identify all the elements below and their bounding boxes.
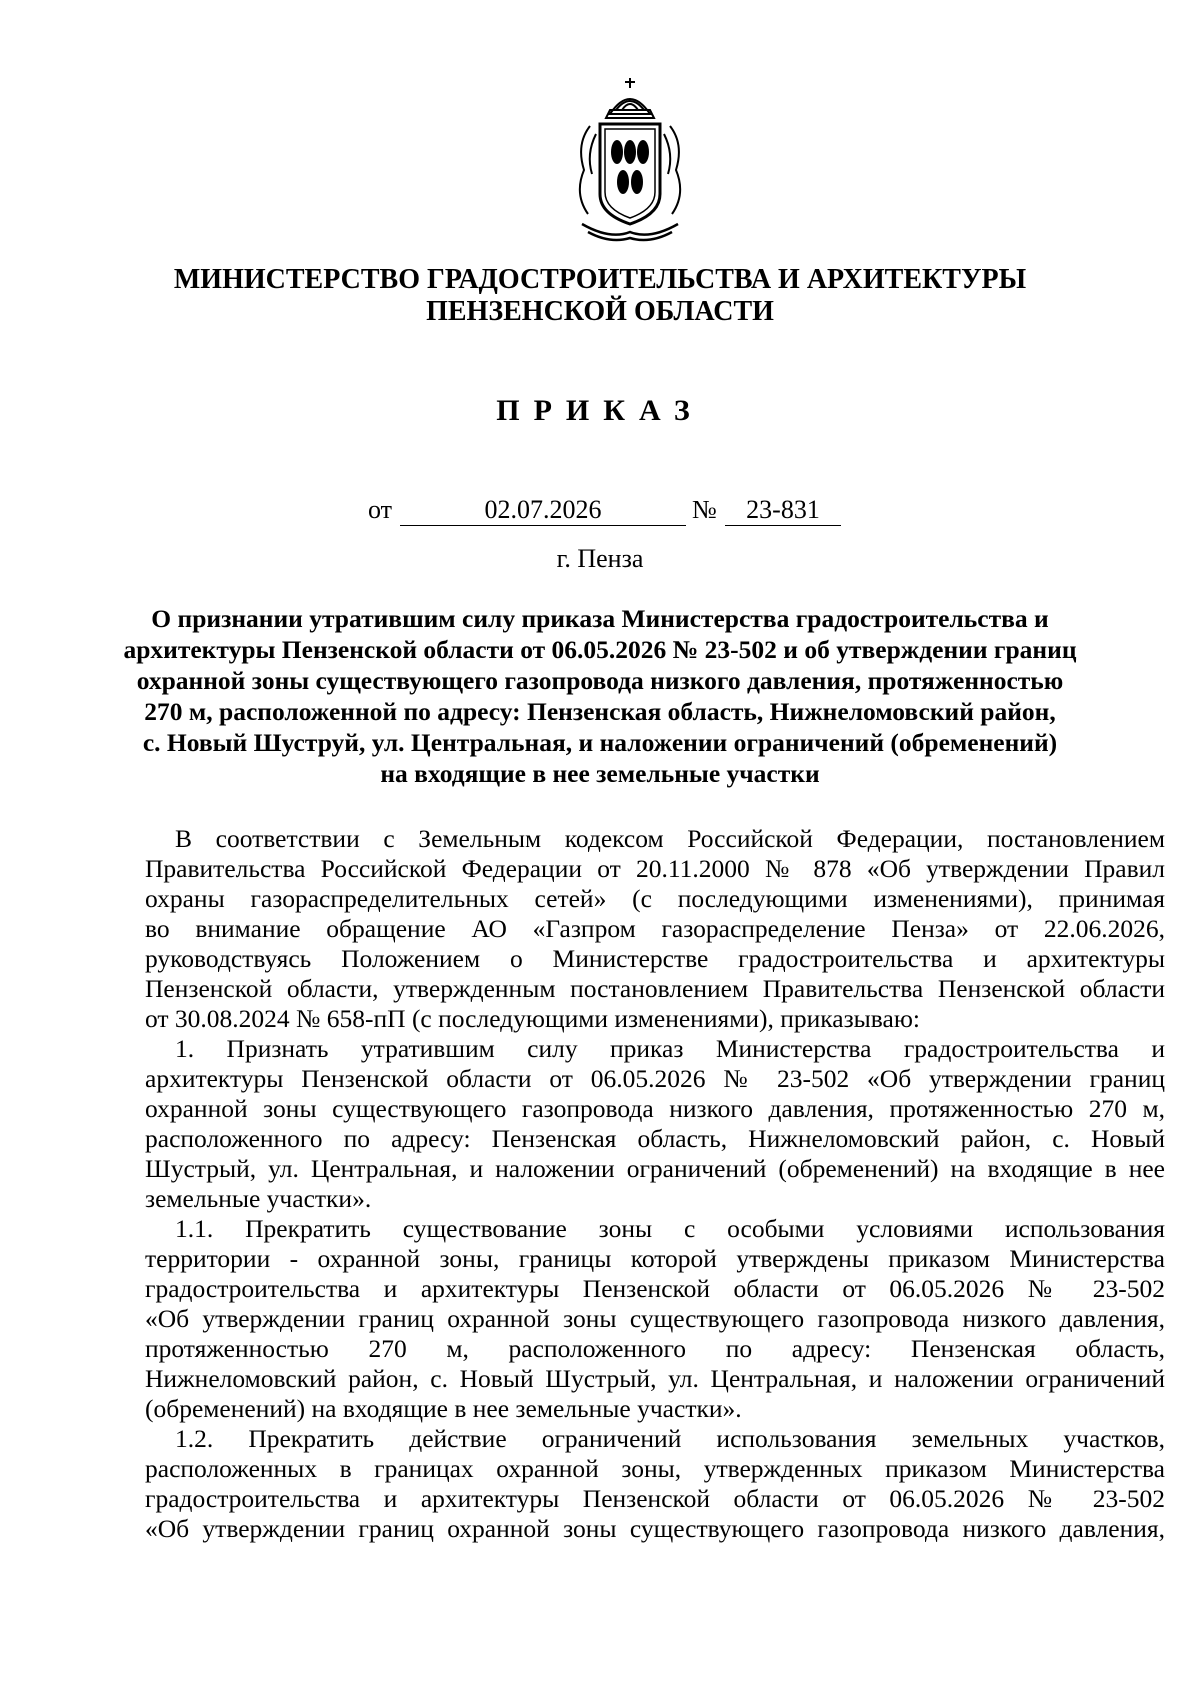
body-text-line: (обременений) на входящие в нее земельные участки».	[145, 1394, 742, 1423]
body-text-line: территории - охранной зоны, границы которой утверждены приказом Министерства	[145, 1244, 1165, 1273]
subject-line: О признании утратившим силу приказа Министерства градостроительства и	[151, 604, 1049, 633]
body-text-line: градостроительства и архитектуры Пензенской области от 06.05.2026 № 23-502	[145, 1274, 1165, 1303]
body-text-line: от 30.08.2024 № 658-пП (с последующими изменениями), приказываю:	[145, 1004, 920, 1033]
subject-line: на входящие в нее земельные участки	[380, 759, 820, 788]
order-meta-line	[0, 493, 1200, 529]
body-text-line: охранной зоны существующего газопровода низкого давления, протяженностью 270 м,	[145, 1094, 1165, 1123]
order-date: 02.07.2026	[400, 495, 686, 526]
body-text-line: охраны газораспределительных сетей» (с последующими изменениями), принимая	[145, 884, 1165, 913]
body-text-line: Шустрый, ул. Центральная, и наложении ограничений (обременений) на входящие в нее	[145, 1154, 1165, 1183]
body-text-line: протяженностью 270 м, расположенного по адресу: Пензенская область,	[145, 1334, 1165, 1363]
subject-line: охранной зоны существующего газопровода низкого давления, протяженностью	[136, 666, 1064, 695]
body-text-line: руководствуясь Положением о Министерстве градостроительства и архитектуры	[145, 944, 1165, 973]
number-label: №	[692, 495, 717, 524]
body-text-line: «Об утверждении границ охранной зоны существующего газопровода низкого давления,	[145, 1514, 1165, 1543]
body-text-line: во внимание обращение АО «Газпром газораспределение Пенза» от 22.06.2026,	[145, 914, 1165, 943]
ministry-name-line2: ПЕНЗЕНСКОЙ ОБЛАСТИ	[426, 296, 774, 327]
body-text-line: градостроительства и архитектуры Пензенской области от 06.05.2026 № 23-502	[145, 1484, 1165, 1513]
order-title: ПРИКАЗ	[496, 394, 704, 427]
subject-line: с. Новый Шуструй, ул. Центральная, и наложении ограничений (обременений)	[142, 728, 1058, 757]
body-text-line: «Об утверждении границ охранной зоны существующего газопровода низкого давления,	[145, 1304, 1165, 1333]
body-text-line: архитектуры Пензенской области от 06.05.2026 № 23-502 «Об утверждении границ	[145, 1064, 1165, 1093]
body-text-line: расположенного по адресу: Пензенская область, Нижнеломовский район, с. Новый	[145, 1124, 1165, 1153]
body-text-line: 1.1. Прекратить существование зоны с особыми условиями использования	[175, 1214, 1165, 1243]
body-text-line: 1.2. Прекратить действие ограничений использования земельных участков,	[175, 1424, 1165, 1453]
body-text-line: земельные участки».	[145, 1184, 372, 1213]
subject-line: 270 м, расположенной по адресу: Пензенская область, Нижнеломовский район,	[144, 697, 1056, 726]
order-number: 23-831	[725, 495, 841, 526]
body-text-line: расположенных в границах охранной зоны, утвержденных приказом Министерства	[145, 1454, 1165, 1483]
subject-line: архитектуры Пензенской области от 06.05.2026 № 23-502 и об утверждении границ	[123, 635, 1077, 664]
body-text-line: Нижнеломовский район, с. Новый Шустрый, ул. Центральная, и наложении ограничений	[145, 1364, 1165, 1393]
body-text-line: 1. Признать утратившим силу приказ Министерства градостроительства и	[175, 1034, 1165, 1063]
date-label: от	[368, 495, 393, 524]
body-text-line: Правительства Российской Федерации от 20.11.2000 № 878 «Об утверждении Правил	[145, 854, 1165, 883]
body-text-line: В соответствии с Земельным кодексом Российской Федерации, постановлением	[175, 824, 1165, 853]
body-text-line: Пензенской области, утвержденным постановлением Правительства Пензенской области	[145, 974, 1165, 1003]
city-name: г. Пенза	[556, 544, 644, 573]
ministry-name-line1: МИНИСТЕРСТВО ГРАДОСТРОИТЕЛЬСТВА И АРХИТЕКТУРЫ	[173, 264, 1027, 295]
coat-of-arms-emblem	[570, 74, 690, 242]
